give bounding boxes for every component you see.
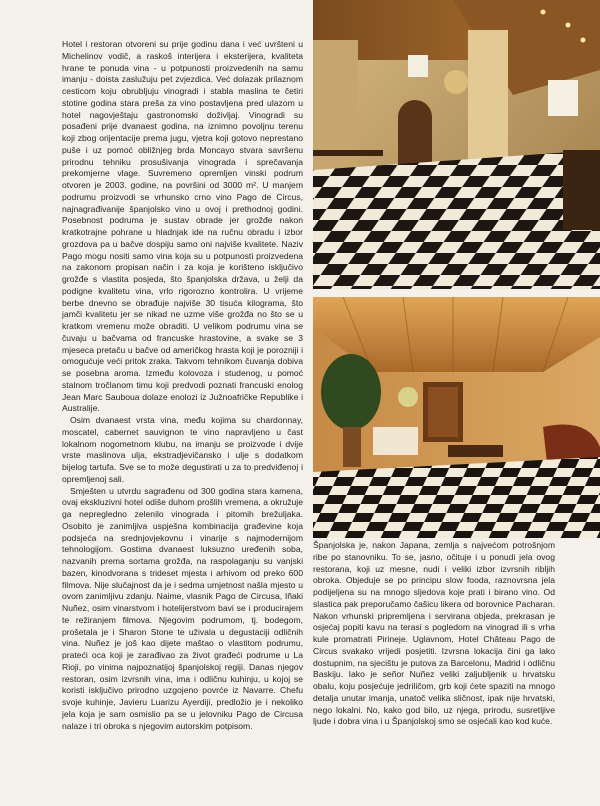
hotel-lobby-photo [313,0,600,289]
article-right-column [313,540,555,728]
hotel-lobby-illustration [313,0,600,289]
article-paragraph-3: Smješten u utvrdu sagrađenu od 300 godina stara kamena, ovaj ekskluzivni hotel odiše duhom prošlih vremena, a okružuje ga nepregledno zelenilo vinograda i pitomih brežuljaka. Osobito je zanimljiva uspješna kombinacija građevine koja podsjeća na srednjovjekovnu i vinarije s najmodernijom tehnologijom. Gostima dvanaest luksuzno uređenih soba, nazvanih prema sortama grožđa, na raspolaganju su vanjski bazen, kinodvorana s trideset mjesta i arhivom od preko 600 filmova. Nije slučajnost da je i sedma umjetnost našla mjesto u ovom zanimljivu zdanju. Naime, vlasnik Pago de Circusa, Iñaki Nuñez, osim vinarstvom i hotelijerstvom bavi se i producirajem te režiranjem filmova. Njegovim podrumom, tj. bodegom, prošetala je i Sharon Stone te uživala u degustaciji odličnih vina. Nuñez je još kao dijete maštao o vlastitom podrumu, prateći oca koji je zarađivao za život građeći podrume u La Rioji, po vinima najpoznatijoj španjolskoj regiji. Danas njegov restoran, osim izvrsnih vina, ima i odličnu kuhinju, u kojoj se koristi isključivo prirodno uzgojeno povrće iz Navarre. Chefu svoje kuhinje, Javieru Luarizu Ayerdiji, predložio je i nekoliko jela koja je sam osmislio pa se u jelovniku Pago de Circusa nalaze i tri obroka s njegovim autorskim potpisom. [62,485,303,731]
hotel-lounge-photo [313,297,600,538]
hotel-lounge-illustration [313,297,600,538]
article-left-column [62,39,303,732]
article-paragraph-4: Španjolska je, nakon Japana, zemlja s najvećom potrošnjom ribe po stanovniku. To se, jasno, očituje i u ponudi jela ovog restorana, koji uz mesne, nudi i veliki izbor izvrsnih ribljih obroka. Objeduje se po principu slow fooda, raznovrsna jela podijeljena su na mnogo sljedova koje prati i birano vino. Od slastica pak preporučamo čašicu likera od borovnice Pacharan. Nakon vrhunski pripremljena i servirana objeda, prekrasan je osjećaj popiti kavu na terasi s pogledom na vinograd ili s vrha kule promatrati Pirineje. Uglavnom, Hotel Château Pago de Circus svakako vrijedi posjetiti. Izvrsna lokacija čini ga lako dostupnim, na sjecištu je putova za Barcelonu, Madrid i odličnu Baskiju. Iako je señor Nuñez veliki zaljubljenik u hrvatsku obalu, koju posjećuje jedriličom, grb koji ćete spaziti na mnogo detalja unutar imanja, unatoč velika sličnost, ipak nije hrvatski, nego lokalni. No, kako god bilo, uz njega, prirodu, susretljive ljude i dobra vina i u Španjolskoj smo se osjećali kao kod kuće. [313,540,555,727]
article-paragraph-2: Osim dvanaest vrsta vina, među kojima su chardonnay, moscatel, cabernet sauvignon te vino napravljeno u čast lokalnom nogometnom klubu, na imanju se proizvode i dvije vrste maslinova ulja, ekstradjevičansko i ulje s dodatkom bijelog tartufa. Sve se to može degustirati u za to predviđenoj i opremljenoj sali. [62,415,303,484]
article-paragraph-1: Hotel i restoran otvoreni su prije godinu dana i već uvršteni u Michelinov vodič, a raskoš interijera i eksterijera, kvaliteta hrane te ponuda vina - u potpunosti proizvedenih na samu imanju - doista zaslužuju pet zvjezdica. Već dolazak prilaznom cesticom koju obrubljuju vinogradi i stabla maslina te četiri stotine godina stara preša za vino postavljena pred ulazom u hotel nagovještaju gastronomski doživljaj. Vinogradi su posađeni prije dvanaest godina, na iznimno povoljnu terenu koji zbog orijentacije prema jugu, vjetra koji gotovo neprestano puše i uz pomoć obližnjeg brda Moncayo stvara savršenu prirodnu tehniku prosušivanja vinograda i sprečavanja prekomjerne vlage. Suvremeno opremljen vinski podrum otvoren je 2003. godine, na površini od 3000 m². U manjem podrumu proizvodi se vrhunsko crno vino Pago de Circus, najnagrađivanije španjolsko vino u ovoj i prethodnoj godini. Posebnost podruma je sustav obrade jer grožđe nakon kratkotrajne pohrane u hladnjak ide na ručnu obradu i izbor grozdova pa u bačve dospiju samo oni najviše kvalitete. Naziv Pago mogu nositi samo vina koja su u potpunosti proizvedena na zakonom propisan način i za koja je korišteno isključivo grožđe s vlastita posjeda, što španjolska država, u želji da podigne kvalitetu vina, vrlo rigorozno kontrolira. U vrijeme berbe dnevno se obrađuje najviše 30 tisuća kilograma, što jamči kvalitetu jer se nikad ne uzme više grožđa no što se u kratkom vremenu može obraditi. U velikom podrumu vina se čuvaju u bačvama od francuske hrastovine, a svake se 3 mjeseca pretaču u bačve od američkog hrasta koji je porozniji i omogućuje veći pritok zraka. Takvom tehnikom čuvanja dobiva se posebna aroma. Između kolovoza i studenog, u pomoć stalnom tročlanom timu koji predvodi poznati francuski enolog Jean Marc Saubouа dolaze enolozi iz Južnoafričke Republike i Australije. [62,39,303,414]
